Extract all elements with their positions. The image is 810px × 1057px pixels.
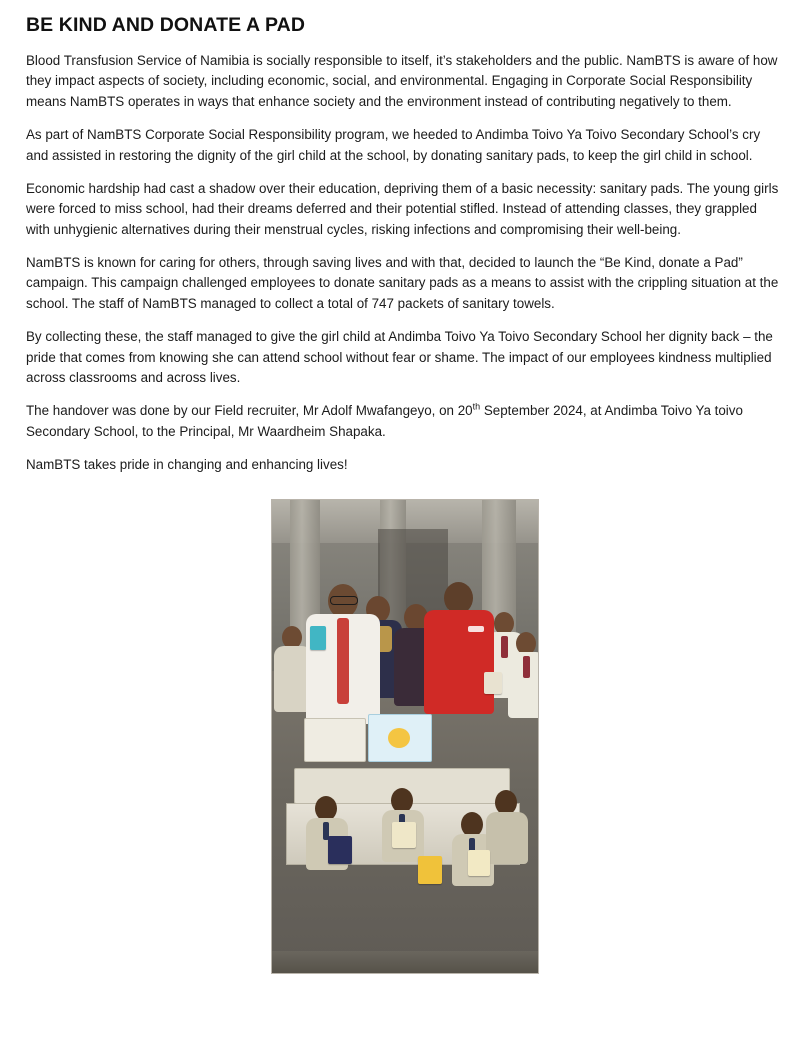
handover-text-before: The handover was done by our Field recruiter, Mr Adolf Mwafangeyo, on 20: [26, 403, 473, 419]
photo-school-tie: [523, 656, 530, 678]
photo-pad-packet: [392, 822, 416, 848]
paragraph-closing: NamBTS takes pride in changing and enhancing lives!: [26, 457, 348, 472]
photo-shirt-logo: [468, 626, 484, 632]
date-ordinal-suffix: th: [472, 401, 481, 412]
photo-torso: [486, 812, 528, 864]
handover-text-after: September 2024, at Andimba Toivo Ya toivo Secondary School, to the Principal, Mr Waardheim Shapaka.: [26, 403, 743, 439]
photo-floor: [272, 951, 538, 973]
photo-pad-box-white: [304, 718, 366, 762]
paragraph-3: Economic hardship had cast a shadow over their education, depriving them of a basic necessity: sanitary pads. The young girls were forced to miss school, had their dreams deferred and their potential stifled. Instead of attending classes, they grappled with unhygienic alternatives during their menstrual cycles, risking infections and compromising their well-being.: [26, 180, 779, 237]
donation-handover-photo: [271, 499, 539, 974]
paragraph-4: NamBTS is known for caring for others, through saving lives and with that, decided to launch the “Be Kind, donate a Pad” campaign. This campaign challenged employees to donate sanitary pads as a means to assist with the crippling situation at the school. The staff of NamBTS managed to collect a total of 747 packets of sanitary towels.: [26, 255, 779, 311]
photo-pad-packet: [418, 856, 442, 884]
photo-pad-packet: [468, 850, 490, 876]
paragraph-2: As part of NamBTS Corporate Social Responsibility program, we heeded to Andimba Toivo Ya Toivo Secondary School’s cry and assisted in restoring the dignity of the girl child at the school, by donating sanitary pads, to keep the girl child in school.: [26, 127, 761, 163]
photo-container: [26, 499, 784, 974]
photo-stole: [337, 618, 349, 704]
page-title: BE KIND AND DONATE A PAD: [26, 14, 306, 36]
paragraph-1: Blood Transfusion Service of Namibia is socially responsible to itself, it’s stakeholders and the public. NamBTS is aware of how they impact aspects of society, including economic, social, and environmental. Engaging in Corporate Social Responsibility means NamBTS operates in ways that enhance society and the environment instead of contributing negatively to them.: [26, 53, 778, 109]
photo-pad-packet: [328, 836, 352, 864]
photo-glasses: [330, 596, 358, 605]
paragraph-handover: [26, 401, 784, 442]
photo-pad-packet: [310, 626, 326, 650]
photo-pad-packet: [484, 672, 502, 694]
paragraph-5: By collecting these, the staff managed to give the girl child at Andimba Toivo Ya Toivo Secondary School her dignity back – the pride that comes from knowing she can attend school without fear or shame. The impact of our employees kindness multiplied across classrooms and across lives.: [26, 329, 773, 385]
photo-school-tie: [501, 636, 508, 658]
